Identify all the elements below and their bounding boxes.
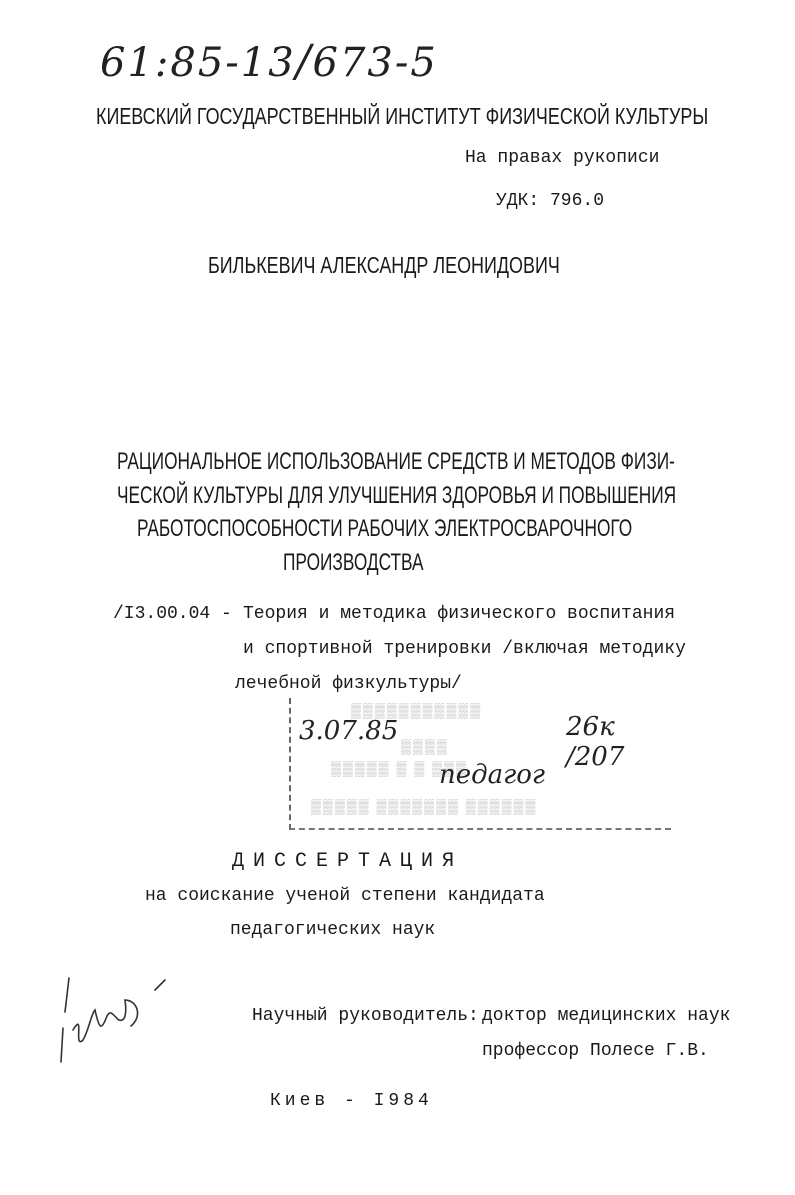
stamp-code: 26к /207 — [566, 712, 625, 772]
archive-number — [100, 36, 438, 87]
title-line-1: РАЦИОНАЛЬНОЕ ИСПОЛЬЗОВАНИЕ СРЕДСТВ И МЕТОДОВ ФИЗИ- — [117, 448, 675, 475]
title-line-3: РАБОТОСПОСОБНОСТИ РАБОЧИХ ЭЛЕКТРОСВАРОЧНОГО — [137, 515, 633, 542]
specialty-line-3: лечебной физкультуры/ — [235, 674, 462, 694]
title-line-4: ПРОИЗВОДСТВА — [283, 549, 424, 576]
archive-number-right: 673-5 — [312, 40, 438, 86]
specialty-line-2: и спортивной тренировки /включая методику — [243, 639, 686, 659]
place-year: Киев - I984 — [270, 1091, 433, 1111]
archive-number-separator: / — [295, 36, 313, 87]
specialty-code: /I3.00.04 - — [113, 604, 232, 624]
stamp-field: педагог — [439, 760, 546, 790]
document-type: ДИССЕРТАЦИЯ — [232, 850, 464, 873]
title-line-2: ЧЕСКОЙ КУЛЬТУРЫ ДЛЯ УЛУЧШЕНИЯ ЗДОРОВЬЯ И ПОВЫШЕНИЯ — [117, 482, 677, 509]
rights-note: На правах рукописи — [465, 148, 660, 168]
degree-line-1: на соискание ученой степени кандидата — [145, 886, 545, 906]
supervisor-title: доктор медицинских наук — [482, 1006, 731, 1026]
library-stamp: ▒▒▒▒▒▒▒▒▒▒▒ ▒▒▒▒ ▒▒▒▒▒ ▒ ▒ ▒▒▒ ▒▒▒▒▒ ▒▒▒▒▒▒▒ ▒▒▒▒▒▒ 3.07.85 26к /207 педагог — [289, 698, 671, 830]
specialty-line-1: Теория и методика физического воспитания — [243, 604, 676, 624]
margin-signature — [55, 970, 180, 1080]
institution-name: КИЕВСКИЙ ГОСУДАРСТВЕННЫЙ ИНСТИТУТ ФИЗИЧЕСКОЙ КУЛЬТУРЫ — [96, 103, 709, 129]
degree-line-2: педагогических наук — [230, 920, 436, 940]
udc-code: УДК: 796.0 — [496, 191, 605, 211]
supervisor-name: профессор Полесе Г.В. — [482, 1041, 709, 1061]
author-name: БИЛЬКЕВИЧ АЛЕКСАНДР ЛЕОНИДОВИЧ — [208, 252, 560, 278]
stamp-date: 3.07.85 — [299, 716, 399, 746]
supervisor-label: Научный руководитель: — [252, 1006, 479, 1026]
archive-number-left: 61:85-13 — [100, 40, 296, 86]
